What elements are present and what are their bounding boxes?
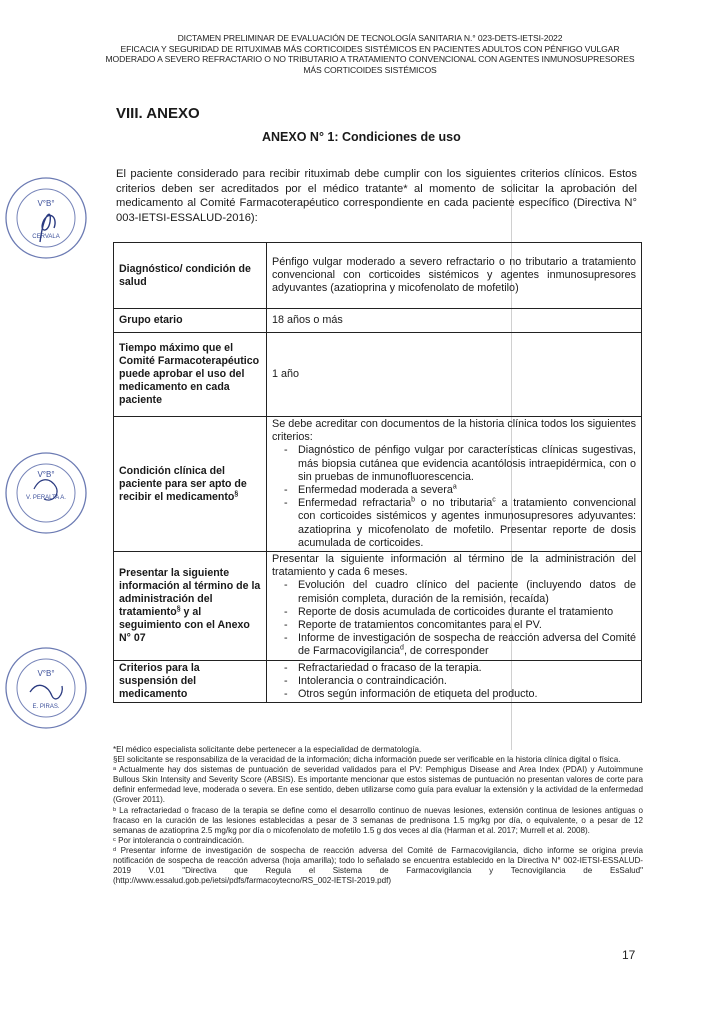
footnote: ᵃ Actualmente hay dos sistemas de puntuación de severidad validados para el PV: Pemphigus Disease and Area Index (PDAI) y Autoimmune Bullous Skin Intensity and Severity Score (ABSIS). Es importante mencionar que estos sistemas de puntuación no presentan valores de corte para definir enfermedad leve, moderada o severa. En ese sentido, deben utilizarse como guía para evaluar la extensión y la actividad de la enfermedad (Grover 2011). (113, 765, 643, 805)
list-item: - Intolerancia o contraindicación. (298, 675, 636, 688)
approval-stamp-1 (0, 172, 92, 264)
footnotes (113, 745, 643, 886)
row-key: Presentar la siguiente información al término de la administración del tratamiento§ y al seguimiento con el Anexo N° 07 (114, 552, 267, 661)
row-key: Grupo etario (114, 309, 267, 333)
stamp-vb-text: V°B° (37, 470, 55, 479)
signature-scribble (30, 685, 62, 699)
stamp-name-text: E. PIRAS. (32, 704, 60, 710)
stamp-vb-text: V°B° (37, 669, 55, 678)
header-line: EFICACIA Y SEGURIDAD DE RITUXIMAB MÁS CORTICOIDES SISTÉMICOS EN PACIENTES ADULTOS CON PÉNFIGO VULGAR (120, 43, 620, 54)
conditions-table (113, 242, 642, 703)
row-intro: Presentar la siguiente información al término de la administración del tratamiento y cada 6 meses. (272, 553, 636, 579)
list-item: - Evolución del cuadro clínico del paciente (incluyendo datos de remisión completa, duración de la remisión, recaída) (298, 579, 636, 605)
approval-stamp-3 (0, 642, 92, 734)
suspension-list (272, 662, 636, 702)
list-item: - Informe de investigación de sospecha de reacción adversa del Comité de Farmacovigilancia$^d$, de corresponder (298, 632, 636, 658)
table-row (114, 309, 642, 333)
list-item: - Reporte de tratamientos concomitantes para el PV. (298, 619, 636, 632)
footnote: *El médico especialista solicitante debe pertenecer a la especialidad de dermatología. (113, 745, 422, 754)
row-value (267, 660, 642, 703)
header-line: DICTAMEN PRELIMINAR DE EVALUACIÓN DE TECNOLOGÍA SANITARIA N.° 023-DETS-IETSI-2022 (177, 33, 563, 43)
list-item: - Otros según información de etiqueta del producto. (298, 688, 636, 701)
row-key: Condición clínica del paciente para ser apto de recibir el medicamento§ (114, 417, 267, 552)
row-value: Pénfigo vulgar moderado a severo refractario o no tributario a tratamiento convencional con corticoides sistémicos y agentes inmunosupresores adyuvantes (azatioprina y micofenolato de mofetilo) (267, 243, 642, 309)
list-item: - Enfermedad refractaria$^b$ o no tributaria$^c$ a tratamiento convencional con corticoides sistémicos y agentes inmunosupresores adyuvantes: azatioprina y micofenolato de mofetilo. Presentar reporte de dosis acumulada de corticoides. (298, 497, 636, 550)
stamp-name-text: CERVALA (32, 234, 60, 240)
row-key: Diagnóstico/ condición de salud (114, 243, 267, 309)
list-item: - Diagnóstico de pénfigo vulgar por características clínicas sugestivas, más biopsia cutánea que evidencia acantólosis intraepidérmica, con o sin pruebas de inmunofluorescencia. (298, 444, 636, 484)
report-list (272, 579, 636, 658)
table-row (114, 243, 642, 309)
stamp-name-text: V. PERALTA A. (26, 495, 66, 501)
document-header (100, 33, 640, 75)
row-value (267, 552, 642, 661)
footnote: ᵇ La refractariedad o fracaso de la terapia se define como el desarrollo continuo de nuevas lesiones, extensión continua de lesiones antiguas o fracaso en la curación de las lesiones establecidas a pesar de 3 semanas de prednisona 1.5 mg/kg por día, o equivalente, o a pesar de 12 semanas de azatioprina 2.5 mg/kg por día o micofenolato de mofetilo 1.5 g dos veces al día (Harman et al. 2017; Murrell et al. 2008). (113, 805, 643, 835)
row-value: 18 años o más (267, 309, 642, 333)
table-row (114, 552, 642, 661)
row-intro: Se debe acreditar con documentos de la historia clínica todos los siguientes criterios: (272, 418, 636, 444)
table-row (114, 333, 642, 417)
header-line: MODERADO A SEVERO REFRACTARIO O NO TRIBUTARIO A TRATAMIENTO CONVENCIONAL CON AGENTES INMUNOSUPRESORES (105, 54, 635, 65)
section-title: VIII. ANEXO (116, 105, 200, 122)
table-row (114, 417, 642, 552)
page-number: 17 (622, 948, 636, 962)
stamp-vb-text: V°B° (37, 199, 55, 208)
annex-title: ANEXO N° 1: Condiciones de uso (262, 130, 461, 144)
row-value (267, 417, 642, 552)
footnote: ᵈ Presentar informe de investigación de sospecha de reacción adversa del Comité de Farmacovigilancia, dicho informe se origina previa notificación de sospecha de reacción adversa (hoja amarilla); todo lo señalado se encuentra establecido en la Directiva N° 002-IETSI-ESSALUD-2019 V.01 "Directiva que Regula el Sistema de Farmacovigilancia y Tecnovigilancia de EsSalud" (http://www.essalud.gob.pe/ietsi/pdfs/farmacoytecno/RS_002-IETSI-2019.pdf) (113, 845, 643, 886)
footnote: §El solicitante se responsabiliza de la veracidad de la información; dicha información puede ser verificable en la historia clínica digital o física. (113, 755, 621, 765)
list-item: - Reporte de dosis acumulada de corticoides durante el tratamiento (298, 606, 636, 619)
footnote: ᶜ Por intolerancia o contraindicación. (113, 835, 245, 845)
list-item: - Refractariedad o fracaso de la terapia. (298, 662, 636, 675)
table-row (114, 660, 642, 703)
intro-paragraph: El paciente considerado para recibir rituximab debe cumplir con los siguientes criterios clínicos. Estos criterios deben ser acreditados por el médico tratante* al momento de solicitar la aprobación del medicamento al Comité Farmacoterapéutico correspondiente en cada paciente específico (Directiva N° 003-IETSI-ESSALUD-2016): (116, 168, 637, 224)
header-line: MÁS CORTICOIDES SISTÉMICOS (303, 64, 437, 75)
row-value: 1 año (267, 333, 642, 417)
list-item: - Enfermedad moderada a severa$^a$ (298, 484, 636, 497)
row-key: Tiempo máximo que el Comité Farmacoterapéutico puede aprobar el uso del medicamento en cada paciente (114, 333, 267, 417)
criteria-list (272, 444, 636, 550)
row-key: Criterios para la suspensión del medicamento (114, 660, 267, 703)
approval-stamp-2 (0, 447, 92, 539)
